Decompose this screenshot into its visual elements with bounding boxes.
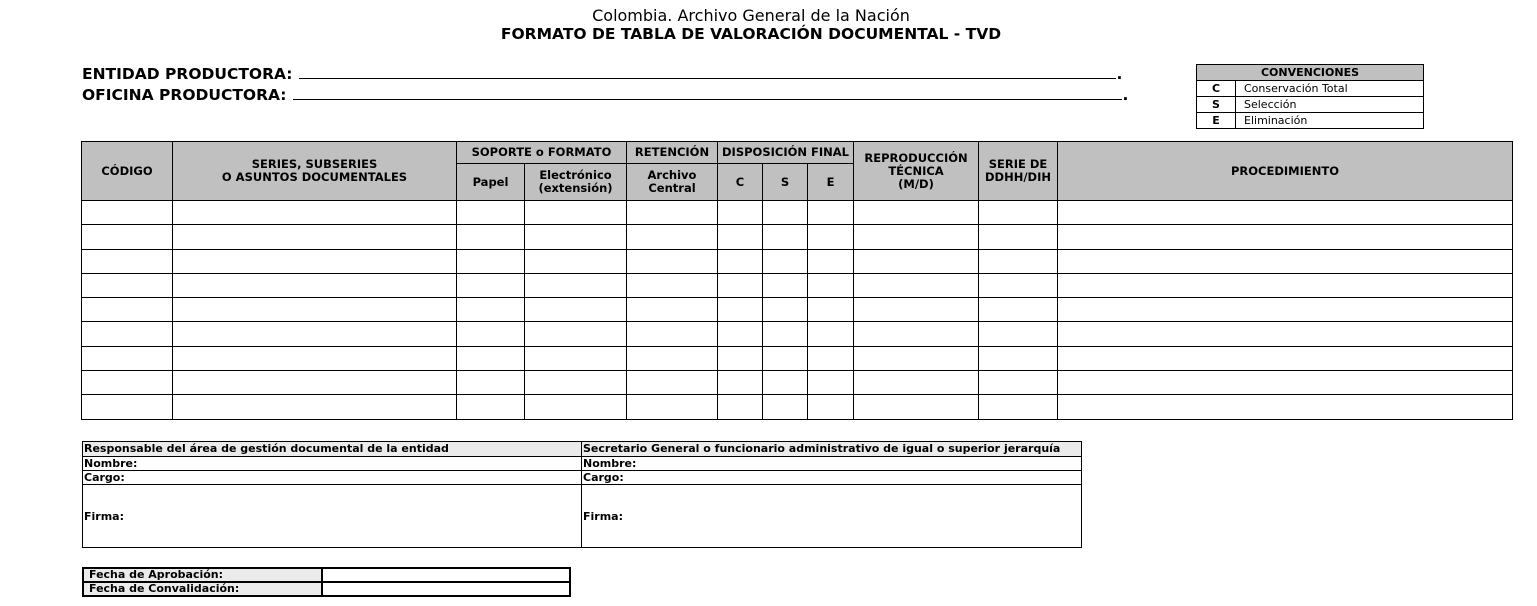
- table-cell[interactable]: [82, 322, 173, 346]
- signature-right-title: Secretario General o funcionario administrativo de igual o superior jerarquía: [582, 442, 1082, 457]
- table-cell[interactable]: [457, 273, 525, 297]
- table-cell[interactable]: [854, 273, 979, 297]
- convencion-label-s: Selección: [1236, 97, 1424, 113]
- oficina-input-line[interactable]: [293, 85, 1122, 100]
- table-cell[interactable]: [173, 298, 457, 322]
- table-cell[interactable]: [763, 298, 808, 322]
- fecha-aprobacion-input[interactable]: [322, 568, 570, 582]
- header-archivo-central: [627, 164, 718, 201]
- table-cell[interactable]: [1058, 322, 1513, 346]
- signature-right-nombre[interactable]: Nombre:: [582, 457, 1082, 471]
- dates-table: [82, 567, 571, 597]
- convencion-label-c: Conservación Total: [1236, 81, 1424, 97]
- table-cell[interactable]: [718, 322, 763, 346]
- table-cell[interactable]: [979, 249, 1058, 273]
- table-cell[interactable]: [627, 322, 718, 346]
- table-cell[interactable]: [82, 201, 173, 225]
- table-cell[interactable]: [82, 395, 173, 419]
- table-cell[interactable]: [854, 201, 979, 225]
- table-cell[interactable]: [82, 249, 173, 273]
- fecha-aprobacion-label: Fecha de Aprobación:: [83, 568, 322, 582]
- table-cell[interactable]: [763, 225, 808, 249]
- oficina-label: OFICINA PRODUCTORA:: [82, 86, 287, 104]
- table-cell[interactable]: [525, 249, 627, 273]
- signature-left-firma[interactable]: Firma:: [83, 485, 582, 548]
- table-cell[interactable]: [627, 298, 718, 322]
- table-cell[interactable]: [1058, 225, 1513, 249]
- table-cell[interactable]: [763, 249, 808, 273]
- table-cell[interactable]: [979, 395, 1058, 419]
- convencion-key-e: E: [1197, 113, 1236, 129]
- signature-left-cargo[interactable]: Cargo:: [83, 471, 582, 485]
- table-cell[interactable]: [82, 346, 173, 370]
- table-cell[interactable]: [808, 225, 854, 249]
- table-cell[interactable]: [1058, 249, 1513, 273]
- table-cell[interactable]: [525, 371, 627, 395]
- table-cell[interactable]: [627, 201, 718, 225]
- table-row: [82, 395, 1513, 419]
- table-cell[interactable]: [457, 371, 525, 395]
- table-row: [82, 298, 1513, 322]
- table-cell[interactable]: [718, 346, 763, 370]
- table-cell[interactable]: [525, 322, 627, 346]
- entidad-terminator: .: [1116, 65, 1123, 83]
- document-title: Colombia. Archivo General de la Nación: [592, 6, 910, 25]
- valoracion-table-body: [82, 201, 1513, 420]
- table-cell[interactable]: [627, 249, 718, 273]
- table-cell[interactable]: [979, 273, 1058, 297]
- table-cell[interactable]: [808, 346, 854, 370]
- signature-left-title: Responsable del área de gestión documental de la entidad: [83, 442, 582, 457]
- table-cell[interactable]: [763, 371, 808, 395]
- table-cell[interactable]: [457, 201, 525, 225]
- table-cell[interactable]: [808, 201, 854, 225]
- table-row: [82, 322, 1513, 346]
- table-cell[interactable]: [457, 346, 525, 370]
- header-electronico: [525, 164, 627, 201]
- table-cell[interactable]: [525, 346, 627, 370]
- table-cell[interactable]: [1058, 298, 1513, 322]
- table-cell[interactable]: [173, 371, 457, 395]
- table-row: [82, 201, 1513, 225]
- table-cell[interactable]: [525, 273, 627, 297]
- header-retencion: RETENCIÓN: [627, 142, 718, 164]
- table-cell[interactable]: [525, 201, 627, 225]
- table-cell[interactable]: [627, 395, 718, 419]
- table-cell[interactable]: [457, 395, 525, 419]
- table-cell[interactable]: [979, 225, 1058, 249]
- entidad-input-line[interactable]: [299, 64, 1116, 79]
- table-cell[interactable]: [173, 395, 457, 419]
- table-cell[interactable]: [718, 273, 763, 297]
- table-cell[interactable]: [627, 273, 718, 297]
- oficina-field: [82, 85, 1128, 104]
- table-cell[interactable]: [457, 249, 525, 273]
- table-cell[interactable]: [457, 225, 525, 249]
- header-codigo: CÓDIGO: [82, 142, 173, 201]
- table-cell[interactable]: [525, 395, 627, 419]
- table-cell[interactable]: [718, 371, 763, 395]
- table-cell[interactable]: [808, 371, 854, 395]
- table-cell[interactable]: [854, 225, 979, 249]
- header-procedimiento: PROCEDIMIENTO: [1058, 142, 1513, 201]
- table-cell[interactable]: [763, 322, 808, 346]
- signature-left-nombre[interactable]: Nombre:: [83, 457, 582, 471]
- convenciones-title: CONVENCIONES: [1197, 65, 1424, 81]
- table-cell[interactable]: [173, 201, 457, 225]
- table-cell[interactable]: [82, 273, 173, 297]
- table-cell[interactable]: [854, 346, 979, 370]
- header-serie-line2: DDHH/DIH: [985, 170, 1052, 184]
- header-series: [173, 142, 457, 201]
- table-cell[interactable]: [808, 249, 854, 273]
- header-papel: Papel: [457, 164, 525, 201]
- table-cell[interactable]: [1058, 346, 1513, 370]
- header-series-line1: SERIES, SUBSERIES: [251, 157, 378, 171]
- header-reproduccion-line2: TÉCNICA: [888, 163, 944, 178]
- table-cell[interactable]: [718, 225, 763, 249]
- entidad-label: ENTIDAD PRODUCTORA:: [82, 65, 293, 83]
- table-cell[interactable]: [854, 371, 979, 395]
- table-cell[interactable]: [173, 322, 457, 346]
- header-e: E: [808, 164, 854, 201]
- document-subtitle: FORMATO DE TABLA DE VALORACIÓN DOCUMENTAL - TVD: [500, 25, 1002, 43]
- table-row: [82, 371, 1513, 395]
- table-row: [82, 346, 1513, 370]
- header-s: S: [763, 164, 808, 201]
- table-cell[interactable]: [173, 273, 457, 297]
- header-reproduccion-line3: (M/D): [898, 176, 934, 191]
- table-cell[interactable]: [173, 346, 457, 370]
- table-cell[interactable]: [808, 395, 854, 419]
- table-cell[interactable]: [173, 225, 457, 249]
- table-cell[interactable]: [854, 395, 979, 419]
- signature-right-firma[interactable]: Firma:: [582, 485, 1082, 548]
- convencion-key-s: S: [1197, 97, 1236, 113]
- oficina-terminator: .: [1122, 86, 1129, 104]
- header-soporte: SOPORTE o FORMATO: [457, 142, 627, 164]
- table-cell[interactable]: [1058, 395, 1513, 419]
- table-cell[interactable]: [525, 225, 627, 249]
- table-cell[interactable]: [82, 225, 173, 249]
- table-cell[interactable]: [763, 273, 808, 297]
- table-cell[interactable]: [979, 322, 1058, 346]
- fecha-convalidacion-label: Fecha de Convalidación:: [83, 582, 322, 596]
- table-cell[interactable]: [808, 322, 854, 346]
- entidad-field: [82, 64, 1122, 83]
- header-electronico-line2: (extensión): [538, 181, 613, 195]
- header-archivo-line2: Central: [648, 181, 696, 195]
- table-cell[interactable]: [979, 371, 1058, 395]
- convencion-key-c: C: [1197, 81, 1236, 97]
- table-cell[interactable]: [1058, 201, 1513, 225]
- table-cell[interactable]: [718, 201, 763, 225]
- table-cell[interactable]: [763, 395, 808, 419]
- table-cell[interactable]: [979, 298, 1058, 322]
- table-row: [82, 273, 1513, 297]
- header-serie-ddhh: [979, 142, 1058, 201]
- table-cell[interactable]: [718, 249, 763, 273]
- signature-right-cargo[interactable]: Cargo:: [582, 471, 1082, 485]
- table-cell[interactable]: [854, 249, 979, 273]
- table-cell[interactable]: [979, 201, 1058, 225]
- header-electronico-line1: Electrónico: [539, 168, 612, 182]
- table-cell[interactable]: [718, 395, 763, 419]
- table-cell[interactable]: [525, 298, 627, 322]
- table-cell[interactable]: [854, 298, 979, 322]
- table-row: [82, 249, 1513, 273]
- table-cell[interactable]: [979, 346, 1058, 370]
- table-cell[interactable]: [457, 298, 525, 322]
- table-cell[interactable]: [82, 371, 173, 395]
- table-cell[interactable]: [627, 225, 718, 249]
- table-cell[interactable]: [627, 371, 718, 395]
- fecha-convalidacion-input[interactable]: [322, 582, 570, 596]
- signature-table: [82, 441, 1082, 548]
- table-cell[interactable]: [854, 322, 979, 346]
- header-disposicion: DISPOSICIÓN FINAL: [718, 142, 854, 164]
- header-c: C: [718, 164, 763, 201]
- table-cell[interactable]: [457, 322, 525, 346]
- table-cell[interactable]: [718, 298, 763, 322]
- header-serie-line1: SERIE DE: [988, 157, 1048, 171]
- table-cell[interactable]: [1058, 273, 1513, 297]
- table-cell[interactable]: [808, 273, 854, 297]
- table-cell[interactable]: [763, 346, 808, 370]
- table-cell[interactable]: [173, 249, 457, 273]
- convencion-label-e: Eliminación: [1236, 113, 1424, 129]
- header-reproduccion: [854, 142, 979, 201]
- valoracion-table: [81, 141, 1513, 420]
- header-series-line2: O ASUNTOS DOCUMENTALES: [221, 170, 408, 184]
- table-cell[interactable]: [627, 346, 718, 370]
- convenciones-table: [1196, 64, 1424, 129]
- header-archivo-line1: Archivo: [647, 168, 697, 182]
- table-cell[interactable]: [1058, 371, 1513, 395]
- header-reproduccion-line1: REPRODUCCIÓN: [864, 150, 968, 165]
- table-cell[interactable]: [82, 298, 173, 322]
- table-cell[interactable]: [763, 201, 808, 225]
- table-cell[interactable]: [808, 298, 854, 322]
- table-row: [82, 225, 1513, 249]
